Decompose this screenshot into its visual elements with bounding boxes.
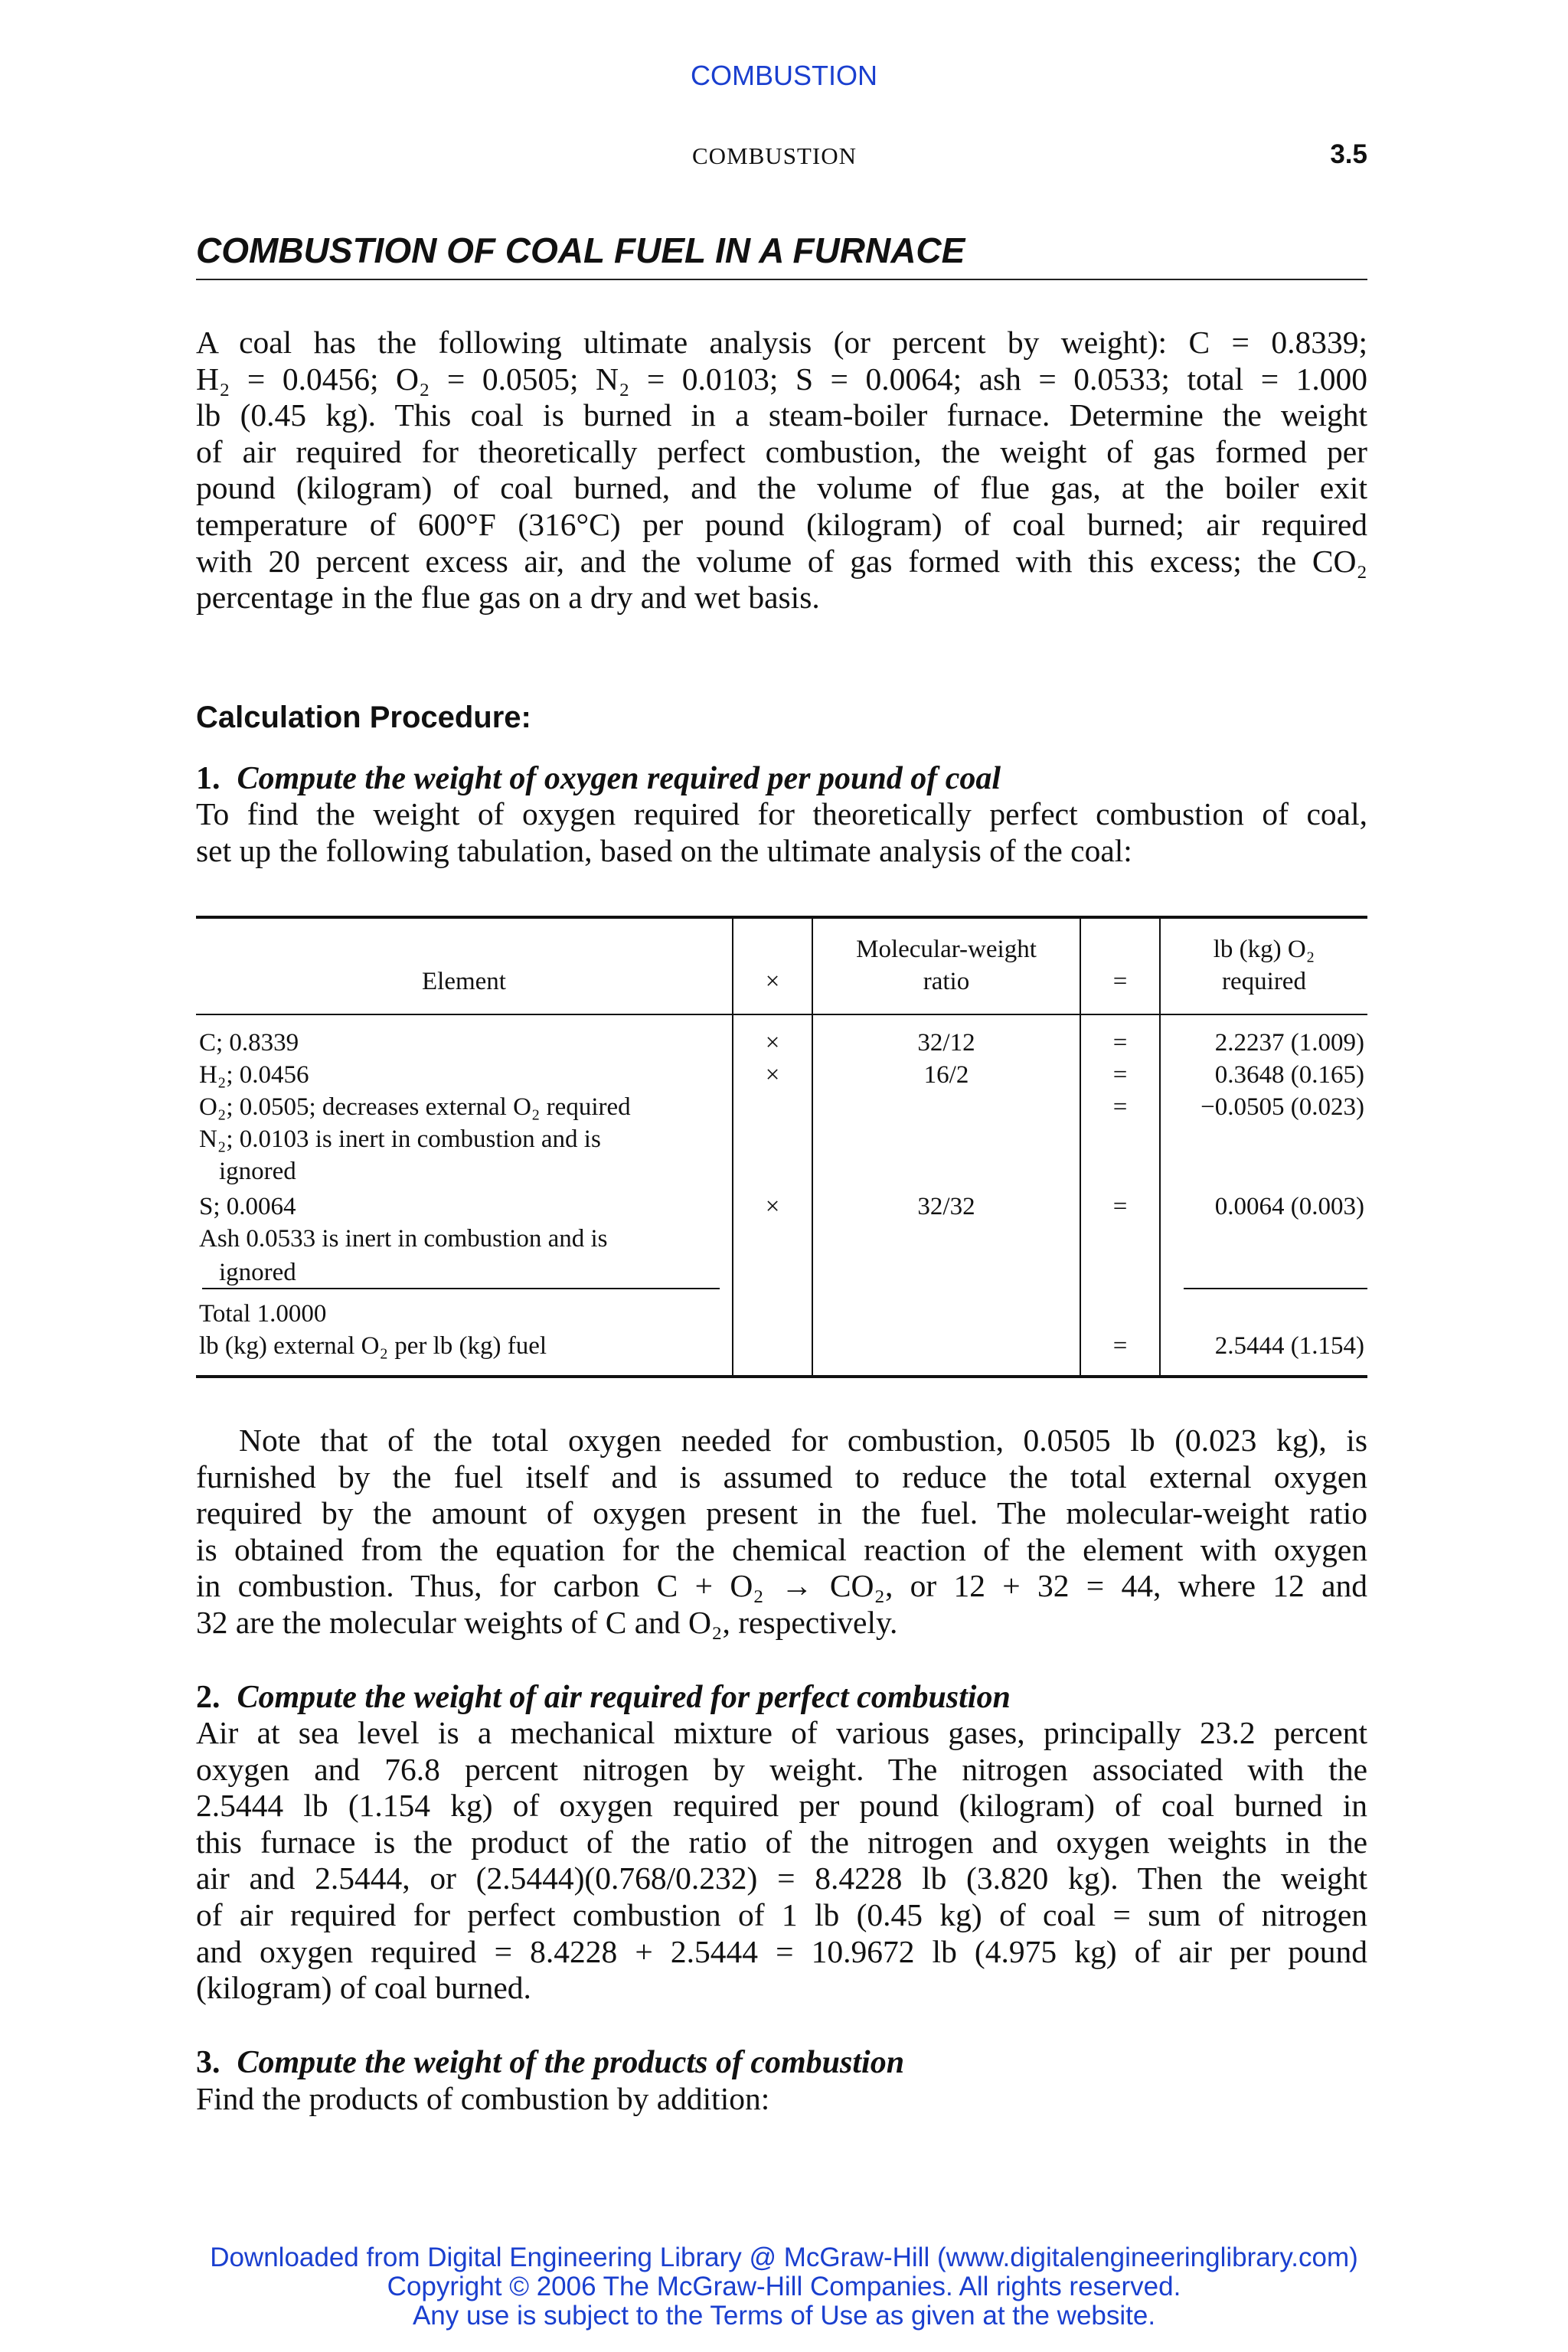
text-line: of air required for theoretically perfect combustion, the weight of gas formed per bbox=[196, 433, 1367, 469]
text-line: with 20 percent excess air, and the volume of gas formed with this excess; the CO₂ bbox=[196, 543, 1367, 579]
intro-paragraph bbox=[196, 325, 1367, 616]
table-bottom-rule bbox=[196, 1375, 1367, 1378]
text-line: H₂ = 0.0456; O₂ = 0.0505; N₂ = 0.0103; S = 0.0064; ash = 0.0533; total = 1.000 bbox=[196, 361, 1367, 397]
text-line: required by the amount of oxygen present in the fuel. The molecular-weight ratio bbox=[196, 1495, 1367, 1531]
text-line: furnished by the fuel itself and is assumed to reduce the total external oxygen bbox=[196, 1459, 1367, 1494]
cell-equals: = bbox=[1112, 1061, 1128, 1089]
text-line: oxygen and 76.8 percent nitrogen by weight. The nitrogen associated with the bbox=[196, 1751, 1367, 1787]
note-paragraph bbox=[196, 1423, 1367, 1642]
cell-equals: = bbox=[1112, 1029, 1128, 1057]
step-2-heading bbox=[196, 1679, 1011, 1716]
cell-equals: = bbox=[1112, 1093, 1128, 1121]
step-2-body bbox=[196, 1715, 1367, 2007]
text-line: (kilogram) of coal burned. bbox=[196, 1970, 531, 2006]
running-head: COMBUSTION bbox=[692, 142, 857, 169]
cell-element: N₂; 0.0103 is inert in combustion and is bbox=[199, 1125, 601, 1153]
cell-times: × bbox=[765, 1193, 780, 1220]
footer-copyright: Copyright © 2006 The McGraw-Hill Companies. All rights reserved. bbox=[387, 2272, 1181, 2301]
text-line: lb (0.45 kg). This coal is burned in a steam-boiler furnace. Determine the weight bbox=[196, 397, 1367, 433]
cell-equals: = bbox=[1112, 1332, 1128, 1360]
text-line: temperature of 600°F (316°C) per pound (kilogram) of coal burned; air required bbox=[196, 506, 1367, 542]
header-element: Element bbox=[422, 968, 506, 995]
header-required: lb (kg) O₂ bbox=[1213, 936, 1315, 963]
header-equals: = bbox=[1112, 968, 1128, 995]
cell-times: × bbox=[765, 1029, 780, 1057]
header-ratio: ratio bbox=[923, 968, 970, 995]
text-line: air and 2.5444, or (2.5444)(0.768/0.232) = 8.4228 lb (3.820 kg). Then the weight bbox=[196, 1860, 1367, 1896]
text-line: Air at sea level is a mechanical mixture of various gases, principally 23.2 percent bbox=[196, 1715, 1367, 1750]
step-number: 1. bbox=[196, 761, 220, 796]
cell-ratio: 32/32 bbox=[917, 1193, 975, 1220]
cell-element: Total 1.0000 bbox=[199, 1300, 327, 1328]
footer-terms[interactable]: Any use is subject to the Terms of Use as given at the website. bbox=[412, 2301, 1156, 2331]
oxygen-table bbox=[196, 916, 1367, 1380]
step-3-body bbox=[196, 2081, 1367, 2118]
step-title: Compute the weight of oxygen required per pound of coal bbox=[237, 761, 1001, 796]
page-number: 3.5 bbox=[1330, 139, 1367, 169]
text-line: in combustion. Thus, for carbon C + O₂ → CO₂, or 12 + 32 = 44, where 12 and bbox=[196, 1568, 1367, 1604]
cell-element: O₂; 0.0505; decreases external O₂ required bbox=[199, 1093, 631, 1121]
step-1-body bbox=[196, 796, 1367, 869]
cell-times: × bbox=[765, 1061, 780, 1089]
cell-value: 0.3648 (0.165) bbox=[1214, 1061, 1364, 1089]
text-line: Note that of the total oxygen needed for combustion, 0.0505 lb (0.023 kg), is bbox=[239, 1423, 1367, 1458]
step-1-heading bbox=[196, 760, 1001, 797]
cell-element: ignored bbox=[219, 1158, 296, 1185]
footer bbox=[0, 2243, 1568, 2331]
text-line: 2.5444 lb (1.154 kg) of oxygen required per pound (kilogram) of coal burned in bbox=[196, 1788, 1367, 1824]
cell-element: lb (kg) external O₂ per lb (kg) fuel bbox=[199, 1332, 547, 1360]
step-3-heading bbox=[196, 2044, 904, 2081]
element-subtotal-rule bbox=[202, 1288, 720, 1289]
text-line: Find the products of combustion by addition: bbox=[196, 2081, 770, 2116]
cell-element: C; 0.8339 bbox=[199, 1029, 299, 1057]
text-line: is obtained from the equation for the chemical reaction of the element with oxygen bbox=[196, 1531, 1367, 1567]
cell-value: 2.5444 (1.154) bbox=[1214, 1332, 1364, 1360]
step-number: 2. bbox=[196, 1680, 220, 1715]
cell-element: S; 0.0064 bbox=[199, 1193, 296, 1220]
footer-download-link[interactable]: Downloaded from Digital Engineering Library @ McGraw-Hill (www.digitalengineeringlibrary.com) bbox=[210, 2243, 1358, 2272]
cell-value: 0.0064 (0.003) bbox=[1214, 1193, 1364, 1220]
cell-element: H₂; 0.0456 bbox=[199, 1061, 309, 1089]
table-top-rule bbox=[196, 916, 1367, 919]
cell-element: ignored bbox=[219, 1259, 296, 1286]
top-link[interactable]: COMBUSTION bbox=[690, 60, 877, 91]
cell-value: −0.0505 (0.023) bbox=[1200, 1093, 1364, 1121]
step-number: 3. bbox=[196, 2045, 220, 2080]
text-line: 32 are the molecular weights of C and O₂, respectively. bbox=[196, 1604, 898, 1640]
cell-ratio: 16/2 bbox=[923, 1061, 969, 1089]
header-ratio: Molecular-weight bbox=[856, 936, 1037, 963]
value-subtotal-rule bbox=[1184, 1288, 1367, 1289]
cell-element: Ash 0.0533 is inert in combustion and is bbox=[199, 1225, 608, 1253]
text-line: To find the weight of oxygen required for theoretically perfect combustion of coal, bbox=[196, 796, 1367, 831]
calculation-heading: Calculation Procedure: bbox=[196, 701, 531, 734]
text-line: set up the following tabulation, based on the ultimate analysis of the coal: bbox=[196, 832, 1132, 868]
text-line: pound (kilogram) of coal burned, and the volume of flue gas, at the boiler exit bbox=[196, 470, 1367, 506]
step-title: Compute the weight of the products of combustion bbox=[237, 2045, 905, 2080]
cell-value: 2.2237 (1.009) bbox=[1214, 1029, 1364, 1057]
table-header-rule bbox=[196, 1014, 1367, 1015]
cell-ratio: 32/12 bbox=[917, 1029, 975, 1057]
header-required: required bbox=[1222, 968, 1306, 995]
header-times: × bbox=[765, 968, 780, 995]
text-line: percentage in the flue gas on a dry and wet basis. bbox=[196, 580, 820, 616]
text-line: and oxygen required = 8.4228 + 2.5444 = 10.9672 lb (4.975 kg) of air per pound bbox=[196, 1933, 1367, 1969]
text-line: of air required for perfect combustion of 1 lb (0.45 kg) of coal = sum of nitrogen bbox=[196, 1896, 1367, 1932]
text-line: this furnace is the product of the ratio of the nitrogen and oxygen weights in the bbox=[196, 1824, 1367, 1860]
step-title: Compute the weight of air required for perfect combustion bbox=[237, 1680, 1011, 1715]
section-title: COMBUSTION OF COAL FUEL IN A FURNACE bbox=[196, 230, 965, 270]
text-line: A coal has the following ultimate analysis (or percent by weight): C = 0.8339; bbox=[196, 325, 1367, 360]
title-rule bbox=[196, 279, 1367, 280]
cell-equals: = bbox=[1112, 1193, 1128, 1220]
